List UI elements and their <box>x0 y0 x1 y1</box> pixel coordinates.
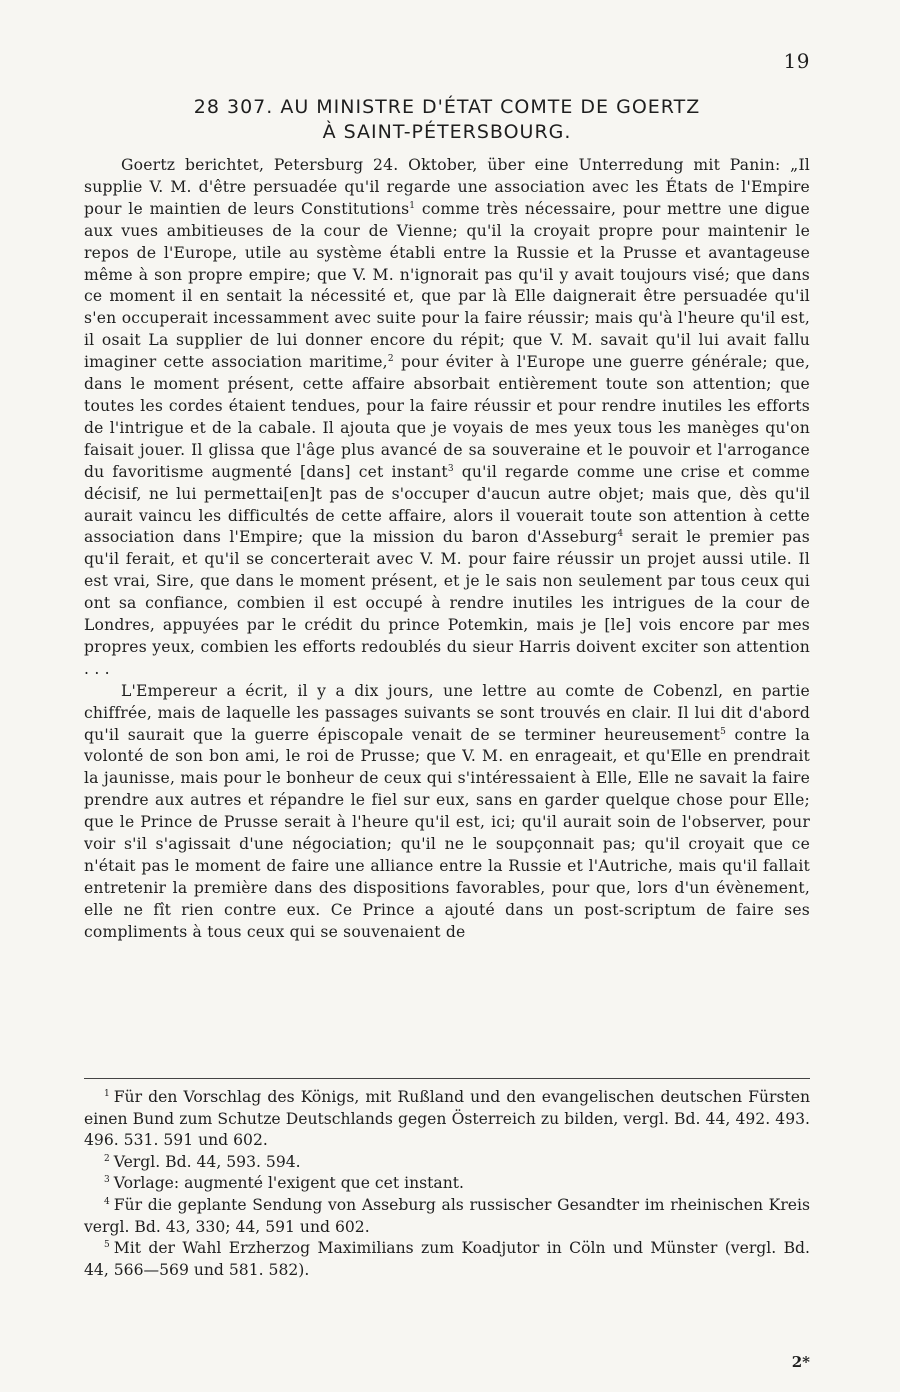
footnote-text: Für die geplante Sendung von Asseburg als russischer Gesandter im rheinischen Kreis vergl. Bd. 43, 330; 44, 591 und 602. <box>84 1195 810 1236</box>
body-text <box>84 155 810 944</box>
footnote-ref-4: 4 <box>617 529 624 540</box>
paragraph-1 <box>84 155 810 681</box>
footnote-ref-5: 5 <box>720 726 726 737</box>
footnote-mark: 5 <box>104 1239 110 1250</box>
footnote-mark: 4 <box>104 1196 110 1207</box>
document-heading <box>84 95 810 145</box>
paragraph-1-text: Goertz berichtet, Petersburg 24. Oktober, über eine Unterredung mit Panin: „Il supplie V. M. d'être persuadée qu'il regarde une association avec les États de l'Empire pour le maintien de leurs Constitutions <box>84 156 810 218</box>
page-number: 19 <box>783 49 810 73</box>
footnote-5 <box>84 1238 810 1281</box>
paragraph-1-text: qu'il regarde comme une crise et comme décisif, ne lui permettai[en]t pas de s'occuper d'aucun autre objet; mais que, dès qu'il aurait vaincu les difficultés de cette affaire, alors il vouerait toute son attention à cette association dans l'Empire; que la mission du baron d'Asseburg <box>84 462 810 547</box>
paragraph-2-text: L'Empereur a écrit, il y a dix jours, une lettre au comte de Cobenzl, en partie chiffrée, mais de laquelle les passages suivants se sont trouvés en clair. Il lui dit d'abord qu'il saurait que la guerre épiscopale venait de se terminer heureusement <box>84 681 810 744</box>
signature-mark: 2* <box>791 1353 810 1371</box>
paragraph-2 <box>84 681 810 944</box>
document-page <box>84 0 810 1392</box>
footnote-3 <box>84 1173 810 1195</box>
footnote-mark: 1 <box>104 1088 110 1099</box>
footnote-4 <box>84 1195 810 1238</box>
footnote-separator <box>84 1078 810 1079</box>
footnote-text: Für den Vorschlag des Königs, mit Rußland und den evangelischen deutschen Fürsten einen Bund zum Schutze Deutschlands gegen Österreich zu bilden, vergl. Bd. 44, 492. 493. 496. 531. 591 und 602. <box>84 1088 810 1150</box>
footnotes <box>84 1087 810 1281</box>
footnote-2 <box>84 1152 810 1174</box>
paragraph-1-text: serait le premier pas qu'il ferait, et qu'il se concerterait avec V. M. pour faire réussir un projet aussi utile. Il est vrai, Sire, que dans le moment présent, et je le sais non seulement par tous ceux qui ont sa confiance, combien il est occupé à rendre inutiles les intrigues de la cour de Londres, appuyées par le crédit du prince Potemkin, mais je [le] vois encore par mes propres yeux, combien les efforts redoublés du sieur Harris doivent exciter son attention . . . <box>84 528 810 678</box>
footnote-1 <box>84 1087 810 1152</box>
footnote-mark: 2 <box>104 1153 110 1164</box>
paragraph-1-text: pour éviter à l'Europe une guerre générale; que, dans le moment présent, cette affaire absorbait entièrement toute son attention; que toutes les cordes étaient tendues, pour la faire réussir et pour rendre inutiles les efforts de l'intrigue et de la cabale. Il ajouta que je voyais de mes yeux tous les manèges qu'on faisait jouer. Il glissa que l'âge plus avancé de sa souveraine et le pouvoir et l'arrogance du favoritisme augmenté [dans] cet instant <box>84 353 810 481</box>
paragraph-1-text: comme très nécessaire, pour mettre une digue aux vues ambitieuses de la cour de Vienne; qu'il la croyait propre pour maintenir le repos de l'Europe, utile au système établi entre la Russie et la Prusse et avantageuse même à son propre empire; que V. M. n'ignorait pas qu'il y avait toujours visé; que dans ce moment il en sentait la nécessité et, que par là Elle daignerait être persuadée qu'il s'en occuperait incessamment avec suite pour la faire réussir; mais qu'à l'heure qu'il est, il osait La supplier de lui donner encore du répit; que V. M. savait qu'il lui avait fallu imaginer cette association maritime, <box>84 199 810 372</box>
paragraph-2-text: contre la volonté de son bon ami, le roi de Prusse; que V. M. en enrageait, et qu'Elle en prendrait la jaunisse, mais pour le bonheur de ceux qui s'intéressaient à Elle, Elle ne savait la faire prendre aux autres et répandre le fiel sur eux, sans en garder quelque chose pour Elle; que le Prince de Prusse serait à l'heure qu'il est, ici; qu'il aurait soin de l'observer, pour voir s'il s'agissait d'une négociation; qu'il ne le soupçonnait pas; qu'il croyait que ce n'était pas le moment de faire une alliance entre la Russie et l'Autriche, mais qu'il fallait entretenir la première dans des dispositions favorables, pour que, lors d'un évènement, elle ne fît rien contre eux. Ce Prince a ajouté dans un post-scriptum de faire ses compliments à tous ceux qui se souvenaient de <box>84 725 810 941</box>
footnote-mark: 3 <box>104 1175 110 1186</box>
footnote-ref-2: 2 <box>387 353 394 364</box>
footnote-text: Mit der Wahl Erzherzog Maximilians zum Koadjutor in Cöln und Münster (vergl. Bd. 44, 566—569 und 581. 582). <box>84 1239 810 1279</box>
heading-line-2: À SAINT-PÉTERSBOURG. <box>322 121 572 143</box>
footnote-ref-3: 3 <box>447 463 454 474</box>
footnote-ref-1: 1 <box>409 200 416 211</box>
heading-line-1: 28 307. AU MINISTRE D'ÉTAT COMTE DE GOERTZ <box>193 96 701 118</box>
footnote-text: Vergl. Bd. 44, 593. 594. <box>113 1152 301 1171</box>
footnote-text: Vorlage: augmenté l'exigent que cet instant. <box>113 1174 464 1193</box>
